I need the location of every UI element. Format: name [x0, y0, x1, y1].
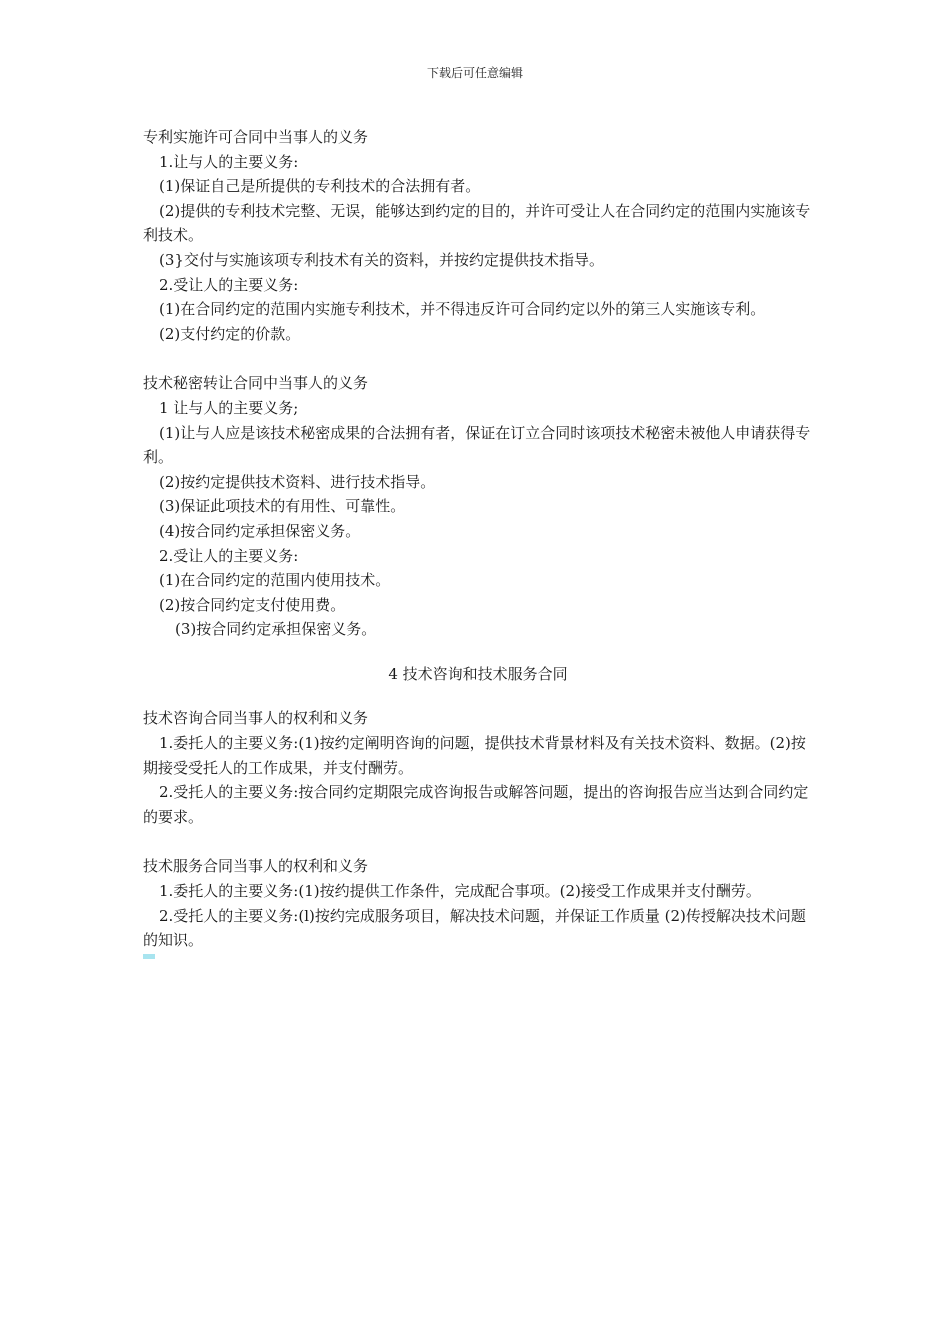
document-body: [143, 125, 813, 959]
section-gap: [143, 346, 813, 371]
paragraph: (1)在合同约定的范围内使用技术。: [159, 571, 391, 590]
paragraph: (3}交付与实施该项专利技术有关的资料，并按约定提供技术指导。: [159, 250, 604, 269]
paragraph: 2.受让人的主要义务:: [159, 546, 299, 565]
section-gap: [143, 642, 813, 662]
paragraph: (1)让与人应是该技术秘密成果的合法拥有者，保证在订立合同时该项技术秘密未被他人申请获得专利。: [143, 423, 811, 467]
paragraph: 1 让与人的主要义务;: [159, 398, 299, 417]
paragraph: 1.委托人的主要义务:(1)按约定阐明咨询的问题，提供技术背景材料及有关技术资料、数据。(2)按期接受受托人的工作成果，并支付酬劳。: [143, 734, 806, 777]
paragraph: (2)按合同约定支付使用费。: [159, 595, 346, 614]
paragraph: (2)支付约定的价款。: [159, 324, 301, 343]
section-title-tech-service: 技术服务合同当事人的权利和义务: [143, 857, 369, 876]
section-title-tech-secret: 技术秘密转让合同中当事人的义务: [143, 374, 369, 393]
chapter-title: 4 技术咨询和技术服务合同: [388, 664, 568, 683]
paragraph: 1.委托人的主要义务:(1)按约提供工作条件，完成配合事项。(2)接受工作成果并支付酬劳。: [159, 882, 761, 901]
paragraph: (2)提供的专利技术完整、无误，能够达到约定的目的，并许可受让人在合同约定的范围内实施该专利技术。: [143, 201, 811, 245]
section-gap: [143, 686, 813, 706]
paragraph: (1)在合同约定的范围内实施专利技术，并不得违反许可合同约定以外的第三人实施该专利。: [159, 300, 766, 319]
paragraph: (1)保证自己是所提供的专利技术的合法拥有者。: [159, 177, 481, 196]
section-title-tech-consulting: 技术咨询合同当事人的权利和义务: [143, 709, 369, 728]
paragraph: 2.受托人的主要义务:(l)按约完成服务项目，解决技术问题，并保证工作质量 (2)传授解决技术问题的知识。: [143, 906, 806, 950]
paragraph: 1.让与人的主要义务:: [159, 152, 299, 171]
text-cursor-mark: [143, 954, 155, 959]
paragraph: (3)按合同约定承担保密义务。: [175, 620, 377, 639]
section-gap: [143, 829, 813, 854]
paragraph: (4)按合同约定承担保密义务。: [159, 521, 361, 540]
paragraph: 2.受让人的主要义务:: [159, 275, 299, 294]
paragraph: 2.受托人的主要义务:按合同约定期限完成咨询报告或解答问题，提出的咨询报告应当达到合同约定的要求。: [143, 783, 809, 826]
page-header: 下载后可任意编辑: [426, 66, 523, 80]
paragraph: (3)保证此项技术的有用性、可靠性。: [159, 497, 406, 516]
paragraph: (2)按约定提供技术资料、进行技术指导。: [159, 472, 436, 491]
section-title-patent-license: 专利实施许可合同中当事人的义务: [143, 128, 369, 146]
